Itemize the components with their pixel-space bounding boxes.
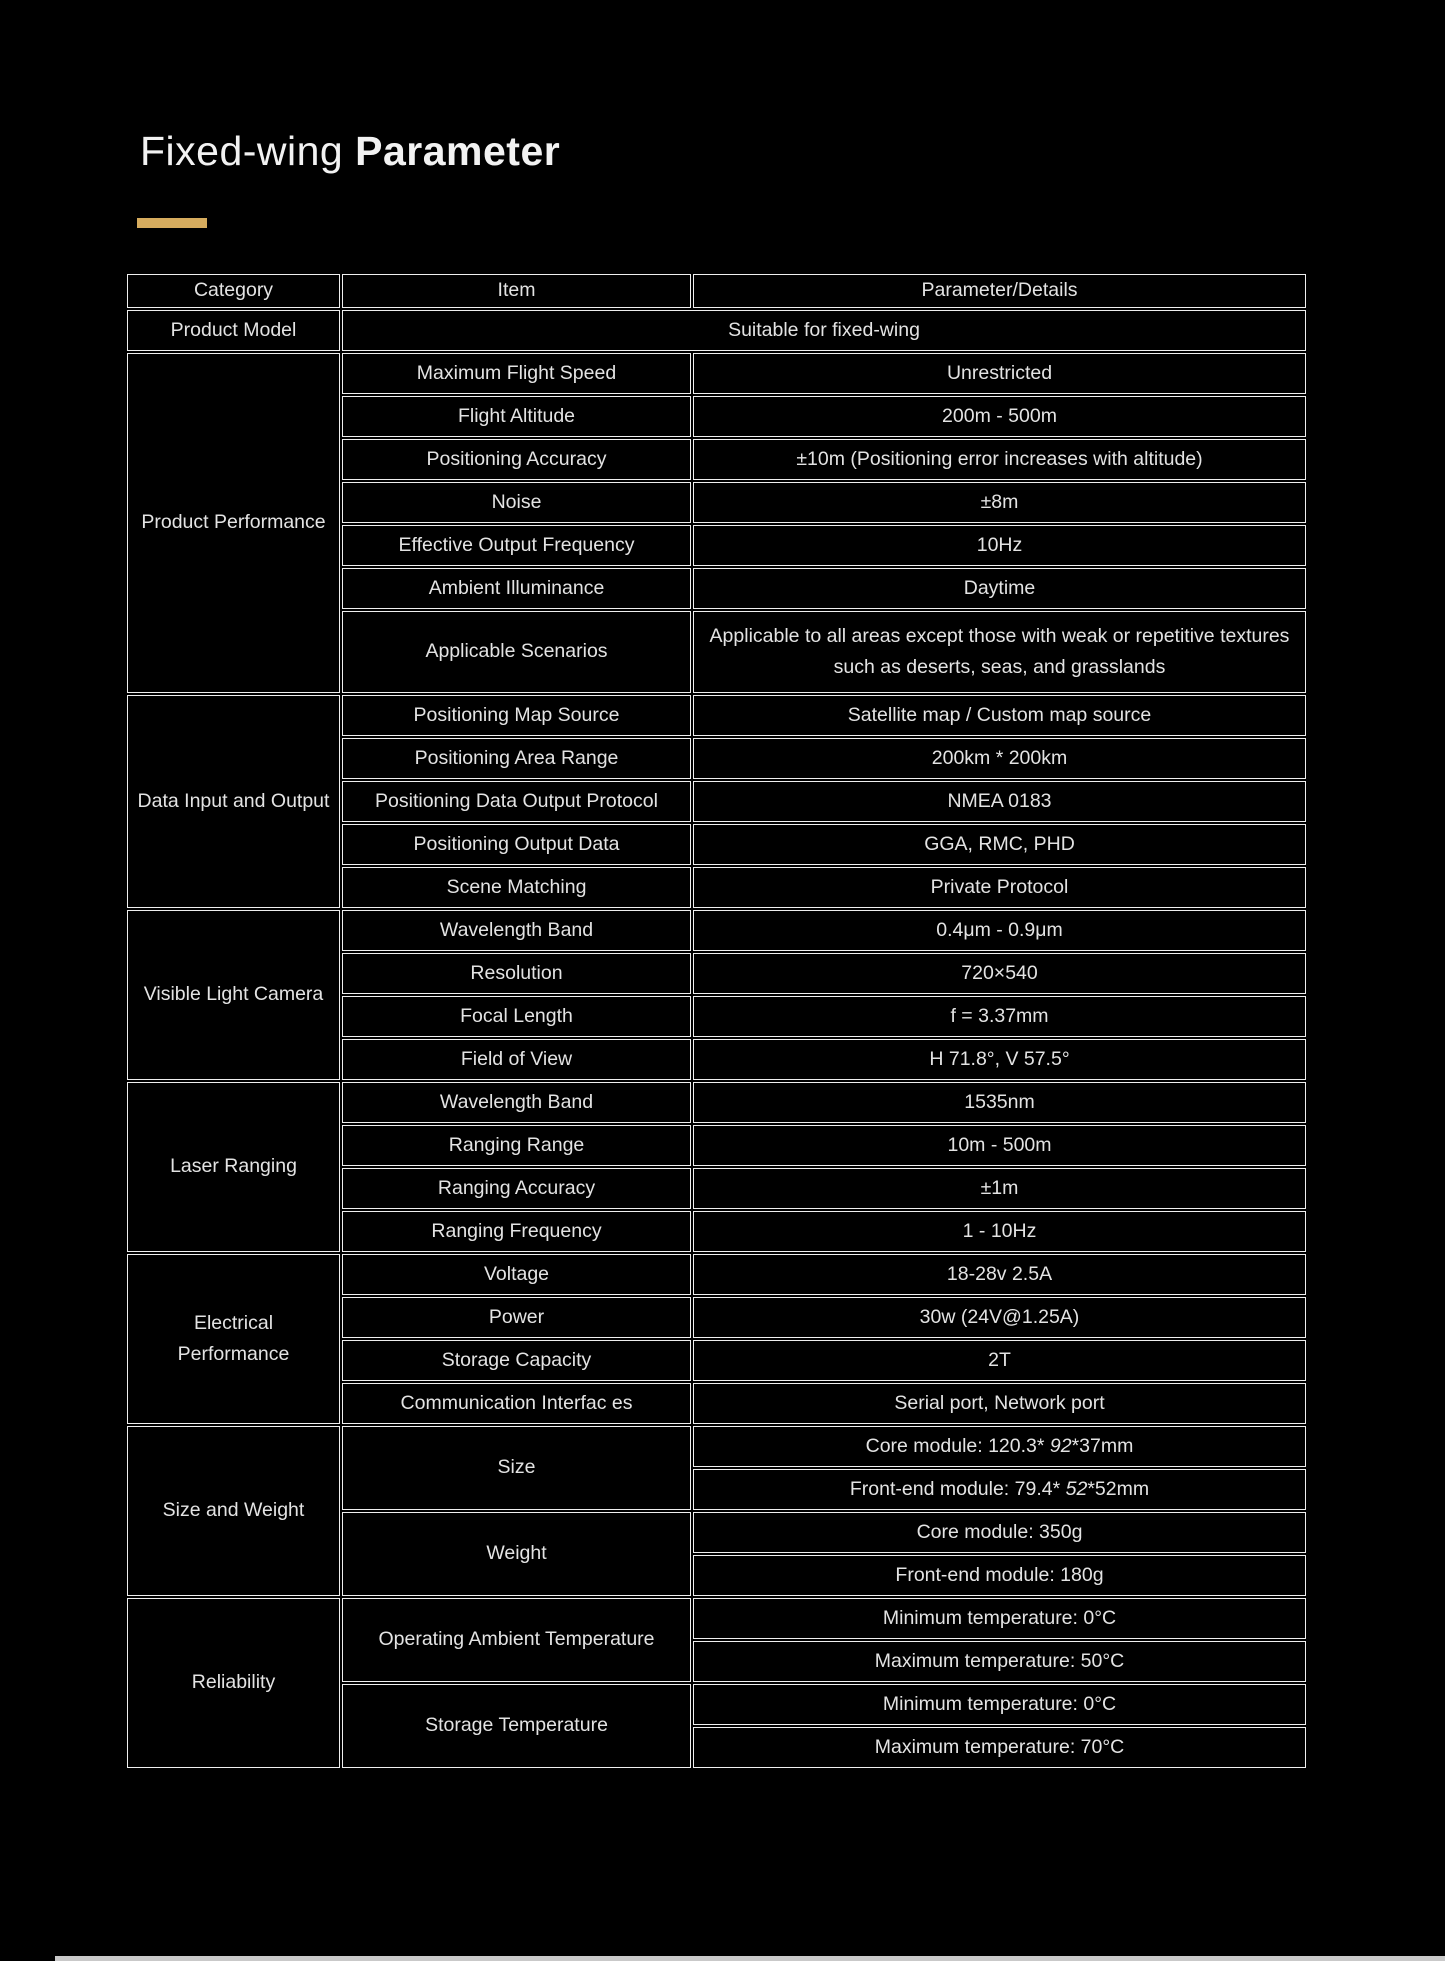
title-accent-underline (137, 218, 207, 228)
value-cell: H 71.8°, V 57.5° (693, 1039, 1306, 1080)
item-cell-weight: Weight (342, 1512, 691, 1596)
value-cell: GGA, RMC, PHD (693, 824, 1306, 865)
item-cell-wavelength-band: Wavelength Band (342, 910, 691, 951)
category-cell-product-model: Product Model (127, 310, 340, 351)
value-cell: Minimum temperature: 0°C (693, 1598, 1306, 1639)
item-cell-maximum-flight-speed: Maximum Flight Speed (342, 353, 691, 394)
value-cell: 0.4μm - 0.9μm (693, 910, 1306, 951)
value-cell: 200m - 500m (693, 396, 1306, 437)
table-row (127, 1598, 1306, 1639)
item-cell-applicable-scenarios: Applicable Scenarios (342, 611, 691, 693)
item-cell-ranging-accuracy: Ranging Accuracy (342, 1168, 691, 1209)
value-cell: 1535nm (693, 1082, 1306, 1123)
category-cell-reliability: Reliability (127, 1598, 340, 1768)
value-cell: Maximum temperature: 50°C (693, 1641, 1306, 1682)
item-cell-flight-altitude: Flight Altitude (342, 396, 691, 437)
item-cell-ranging-range: Ranging Range (342, 1125, 691, 1166)
item-cell-effective-output-frequency: Effective Output Frequency (342, 525, 691, 566)
item-cell-field-of-view: Field of View (342, 1039, 691, 1080)
parameter-table (125, 272, 1308, 1770)
item-cell-positioning-map-source: Positioning Map Source (342, 695, 691, 736)
category-cell-laser-ranging: Laser Ranging (127, 1082, 340, 1252)
value-segment: *37mm (1071, 1434, 1134, 1457)
table-row (127, 1254, 1306, 1295)
page-title-regular: Fixed-wing (140, 128, 344, 174)
item-cell-operating-ambient-temperature: Operating Ambient Temperature (342, 1598, 691, 1682)
item-cell-positioning-data-output-protocol: Positioning Data Output Protocol (342, 781, 691, 822)
item-cell-positioning-area-range: Positioning Area Range (342, 738, 691, 779)
value-cell: Core module: 350g (693, 1512, 1306, 1553)
item-cell-positioning-output-data: Positioning Output Data (342, 824, 691, 865)
value-cell: Satellite map / Custom map source (693, 695, 1306, 736)
value-cell: 30w (24V@1.25A) (693, 1297, 1306, 1338)
table-row (127, 1426, 1306, 1467)
value-cell (693, 1426, 1306, 1467)
header-cell-parameter-details: Parameter/Details (693, 274, 1306, 308)
item-cell-storage-temperature: Storage Temperature (342, 1684, 691, 1768)
table-row (127, 695, 1306, 736)
table-row (127, 353, 1306, 394)
table-header-row (127, 274, 1306, 308)
value-cell: ±10m (Positioning error increases with altitude) (693, 439, 1306, 480)
value-cell: Serial port, Network port (693, 1383, 1306, 1424)
value-cell: 720×540 (693, 953, 1306, 994)
item-cell-noise: Noise (342, 482, 691, 523)
value-segment: Core module: 120.3* (865, 1434, 1050, 1457)
page-title (140, 128, 560, 175)
item-cell-size: Size (342, 1426, 691, 1510)
category-cell-product-performance: Product Performance (127, 353, 340, 693)
header-cell-item: Item (342, 274, 691, 308)
value-cell: ±8m (693, 482, 1306, 523)
item-cell-ranging-frequency: Ranging Frequency (342, 1211, 691, 1252)
value-cell (693, 1469, 1306, 1510)
category-cell-size-and-weight: Size and Weight (127, 1426, 340, 1596)
value-cell: 1 - 10Hz (693, 1211, 1306, 1252)
header-cell-category: Category (127, 274, 340, 308)
value-cell: Applicable to all areas except those with weak or repetitive textures such as deserts, seas, and grasslands (693, 611, 1306, 693)
item-cell-positioning-accuracy: Positioning Accuracy (342, 439, 691, 480)
parameter-table-body (127, 274, 1306, 1768)
value-cell: Minimum temperature: 0°C (693, 1684, 1306, 1725)
table-row (127, 1082, 1306, 1123)
value-cell: 10m - 500m (693, 1125, 1306, 1166)
item-cell-storage-capacity: Storage Capacity (342, 1340, 691, 1381)
page-bottom-strip (55, 1956, 1445, 1961)
item-cell-wavelength-band: Wavelength Band (342, 1082, 691, 1123)
item-cell-power: Power (342, 1297, 691, 1338)
value-segment-italic: 52 (1065, 1477, 1088, 1500)
category-cell-electrical-performance: Electrical Performance (127, 1254, 340, 1424)
value-segment-italic: 92 (1049, 1434, 1072, 1457)
value-cell: Front-end module: 180g (693, 1555, 1306, 1596)
item-cell-communication-interfac-es: Communication Interfac es (342, 1383, 691, 1424)
value-cell: 2T (693, 1340, 1306, 1381)
value-cell-product-model: Suitable for fixed-wing (342, 310, 1306, 351)
value-cell: Daytime (693, 568, 1306, 609)
value-cell: ±1m (693, 1168, 1306, 1209)
item-cell-voltage: Voltage (342, 1254, 691, 1295)
value-cell: 10Hz (693, 525, 1306, 566)
item-cell-scene-matching: Scene Matching (342, 867, 691, 908)
value-cell: 18-28v 2.5A (693, 1254, 1306, 1295)
value-segment: *52mm (1087, 1477, 1150, 1500)
value-cell: NMEA 0183 (693, 781, 1306, 822)
value-cell: 200km * 200km (693, 738, 1306, 779)
table-row (127, 910, 1306, 951)
item-cell-focal-length: Focal Length (342, 996, 691, 1037)
page-title-bold: Parameter (355, 128, 561, 174)
value-cell: Maximum temperature: 70°C (693, 1727, 1306, 1768)
value-segment: Front-end module: 79.4* (849, 1477, 1066, 1500)
value-cell: Private Protocol (693, 867, 1306, 908)
item-cell-resolution: Resolution (342, 953, 691, 994)
value-cell: f = 3.37mm (693, 996, 1306, 1037)
item-cell-ambient-illuminance: Ambient Illuminance (342, 568, 691, 609)
product-model-row (127, 310, 1306, 351)
value-cell: Unrestricted (693, 353, 1306, 394)
category-cell-data-input-and-output: Data Input and Output (127, 695, 340, 908)
category-cell-visible-light-camera: Visible Light Camera (127, 910, 340, 1080)
